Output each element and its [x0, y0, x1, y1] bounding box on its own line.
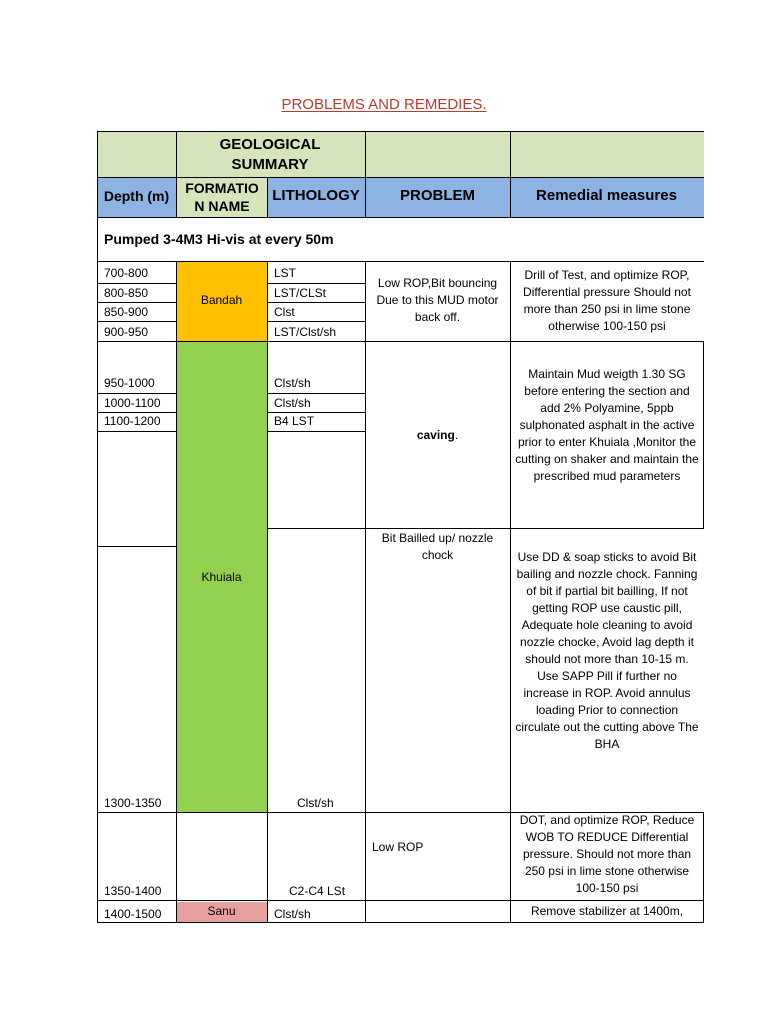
depth-cell: 1400-1500: [104, 907, 162, 921]
lithology-cell: LST/CLSt: [274, 286, 327, 300]
problem-header: PROBLEM: [400, 187, 475, 204]
grid-line: [267, 321, 366, 322]
problem-cell-bandah: Low ROP,Bit bouncing Due to this MUD motor back off.: [376, 276, 499, 324]
lithology-header: LITHOLOGY: [272, 187, 360, 204]
depth-cell: 950-1000: [104, 376, 155, 390]
depth-cell: 1100-1200: [104, 414, 161, 428]
depth-cell: 700-800: [104, 266, 149, 280]
grid-line: [97, 321, 176, 322]
grid-line: [97, 217, 704, 218]
grid-line: [97, 131, 98, 923]
grid-line: [97, 302, 176, 303]
depth-cell: 1350-1400: [104, 884, 162, 898]
grid-line: [176, 131, 177, 217]
grid-line: [97, 177, 704, 178]
geological-summary-header: GEOLOGICAL SUMMARY: [219, 136, 321, 173]
depth-cell: 1000-1100: [104, 396, 161, 410]
depth-cell: 900-950: [104, 325, 149, 339]
lithology-cell: LST: [274, 266, 297, 280]
formation-khuiala: Khuiala: [201, 570, 242, 584]
grid-line: [267, 393, 366, 394]
formation-sanu: Sanu: [207, 904, 236, 918]
remedy-cell-low-rop: DOT, and optimize ROP, Reduce WOB TO REDUCE Differential pressure. Should not more than 250 psi in lime stone otherwise 100-150 psi: [519, 813, 695, 895]
grid-line: [365, 261, 366, 923]
problem-cell-caving: [365, 427, 510, 444]
grid-line: [267, 283, 366, 284]
lithology-cell: LST/Clst/sh: [274, 325, 337, 339]
remedy-cell-sanu: Remove stabilizer at 1400m,: [530, 904, 684, 918]
depth-cell: 1300-1350: [104, 796, 162, 810]
problem-cell-low-rop: Low ROP: [372, 840, 424, 854]
remedy-cell-bit-balling: Use DD & soap sticks to avoid Bit bailing and nozzle chock. Fanning of bit if partial bit bailling, If not getting ROP use caustic pill, Adequate hole cleaning to avoid nozzle chocke, Avoid lag depth it should not more than 10-15 m. Use SAPP Pill if further no increase in ROP. Avoid annulus loading Prior to connection circulate out the cutting above The BHA: [515, 550, 699, 751]
grid-line: [97, 261, 704, 262]
problem-cell-bit-balling: Bit Bailled up/ nozzle chock: [381, 531, 494, 562]
caving-suffix: .: [454, 428, 459, 442]
grid-line: [267, 302, 366, 303]
grid-line: [97, 283, 176, 284]
grid-line: [267, 431, 366, 432]
grid-line: [703, 342, 704, 528]
grid-line: [97, 900, 704, 901]
grid-line: [97, 546, 176, 547]
grid-line: [703, 813, 704, 923]
lithology-cell: Clst/sh: [297, 796, 334, 810]
grid-line: [97, 341, 704, 342]
lithology-cell: C2-C4 LSt: [289, 884, 346, 898]
lithology-cell: Clst/sh: [274, 396, 311, 410]
depth-header: Depth (m): [103, 188, 170, 204]
hi-vis-note: Pumped 3-4M3 Hi-vis at every 50m: [104, 231, 334, 247]
grid-line: [97, 131, 704, 132]
page-title: PROBLEMS AND REMEDIES.: [281, 96, 487, 113]
grid-line: [365, 131, 366, 217]
lithology-cell: Clst: [274, 305, 295, 319]
remedial-header: Remedial measures: [536, 187, 677, 204]
grid-line: [176, 261, 177, 923]
grid-line: [267, 528, 704, 529]
formation-name-header: FORMATIO N NAME: [185, 180, 259, 214]
grid-line: [510, 131, 511, 217]
grid-line: [510, 261, 511, 923]
grid-line: [97, 922, 704, 923]
caving-text: caving: [416, 428, 455, 442]
remedy-cell-bandah: Drill of Test, and optimize ROP, Differential pressure Should not more than 250 psi in lime stone otherwise 100-150 psi: [523, 268, 691, 333]
lithology-cell: Clst/sh: [274, 907, 311, 921]
depth-cell: 800-850: [104, 286, 149, 300]
grid-line: [97, 431, 176, 432]
grid-line: [97, 393, 176, 394]
remedy-cell-caving: Maintain Mud weigth 1.30 SG before entering the section and add 2% Polyamine, 5ppb sulphonated asphalt in the active prior to enter Khuiala ,Monitor the cutting on shaker and maintain the prescribed mud parameters: [515, 367, 699, 483]
depth-cell: 850-900: [104, 305, 149, 319]
grid-line: [267, 261, 268, 923]
header-summary-band: [97, 131, 704, 177]
formation-bandah: Bandah: [200, 293, 243, 307]
lithology-cell: B4 LST: [274, 414, 315, 428]
lithology-cell: Clst/sh: [274, 376, 311, 390]
